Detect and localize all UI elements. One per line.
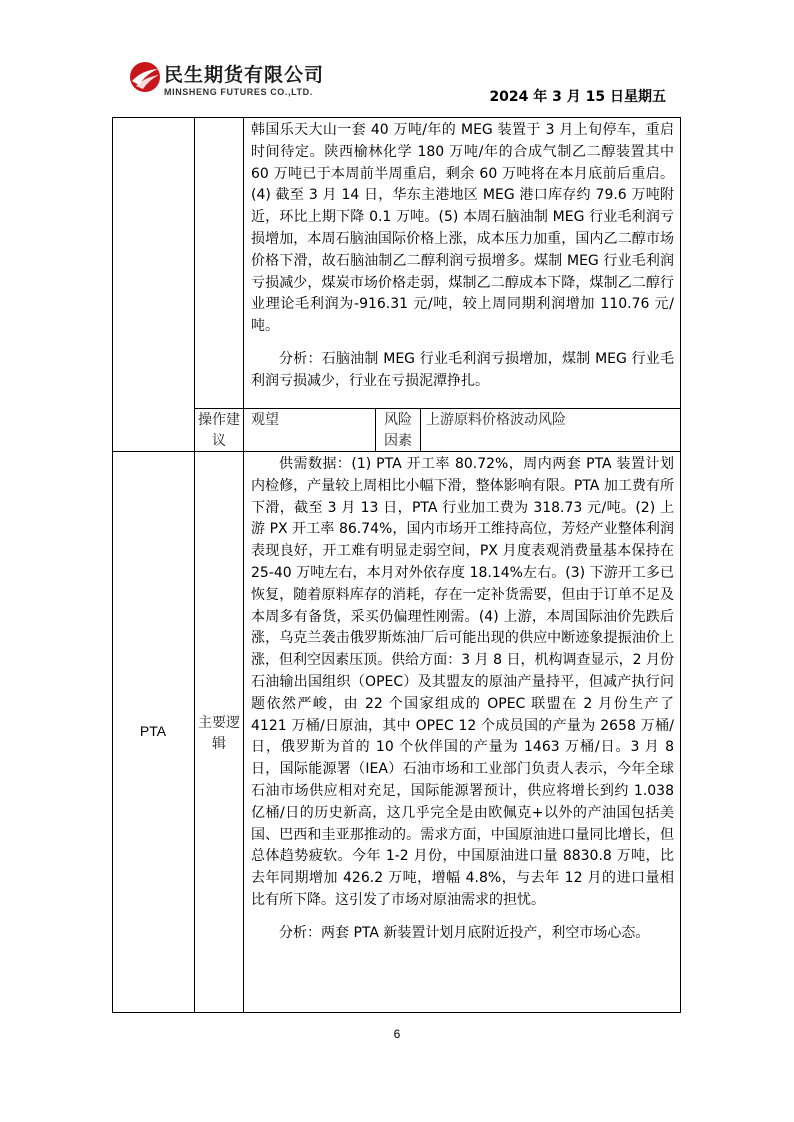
table-border-right <box>680 117 681 1013</box>
op-risk-divider <box>375 408 376 451</box>
table-border-left <box>112 117 113 1013</box>
risk-factor-label: 风险因素 <box>384 412 412 449</box>
pta-logic-text: 供需数据：(1) PTA 开工率 80.72%，周内两套 PTA 装置计划内检修，产量较上周相比小幅下滑，整体影响有限。PTA 加工费有所下滑，截至 3 月 13 日，PTA 行业加工费为 318.73 元/吨。(2) 上游 PX 开工率 86.74%，国内市场开工维持高位，芳烃产业整体利润表现良好，开工难有明显走弱空间，PX 月度表观消费量基本保持在 25-40 万吨左右，本月对外依存度 18.14%左右。(3) 下游开工多已恢复，随着原料库存的消耗，存在一定补货需要，但由于订单不足及本周多有备货，采买仍偏理性刚需。(4) 上游，本周国际油价先跌后涨，乌克兰袭击俄罗斯炼油厂后可能出现的供应中断迹象提振油价上涨，但利空因素压顶。供给方面：3 月 8 日，机构调查显示，2 月份石油输出国组织（OPEC）及其盟友的原油产量持平，但减产执行问题依然严峻，由 22 个国家组成的 OPEC 联盟在 2 月份生产了 4121 万桶/日原油，其中 OPEC 12 个成员国的产量为 2658 万桶/日，俄罗斯为首的 10 个伙伴国的产量为 1463 万桶/日。3 月 8 日，国际能源署（IEA）石油市场和工业部门负责人表示，今年全球石油市场供应相对充足，国际能源署预计，供应将增长到约 1.038 亿桶/日的历史新高，这几乎完全是由欧佩克+以外的产油国包括美国、巴西和圭亚那推动的。需求方面，中国原油进口量同比增长，但总体趋势疲软。今年 1-2 月份，中国原油进口量 8830.8 万吨，比去年同期增加 426.2 万吨，增幅 4.8%，与去年 12 月的进口量相比有所下降。这引发了市场对原油需求的担忧。 <box>251 456 674 908</box>
page-number: 6 <box>393 1027 401 1041</box>
pta-analysis: 分析：两套 PTA 新装置计划月底附近投产，利空市场心态。 <box>279 924 650 941</box>
company-logo <box>128 60 368 100</box>
meg-logic-cell <box>251 120 674 393</box>
pta-logic-cell <box>251 454 674 945</box>
risk-factor-value: 上游原料价格波动风险 <box>426 412 566 428</box>
risk-label-divider <box>420 408 421 451</box>
table-border-bottom <box>112 1012 681 1013</box>
main-logic-label: 主要逻辑 <box>198 715 240 752</box>
op-suggestion-label: 操作建议 <box>198 412 240 449</box>
company-name-cn: 民生期货有限公司 <box>164 64 325 86</box>
meg-row-divider <box>194 408 681 409</box>
meg-analysis: 分析：石脑油制 MEG 行业毛利润亏损增加，煤制 MEG 行业毛利润亏损减少，行业在亏损泥潭挣扎。 <box>251 350 674 389</box>
column-divider-1 <box>194 117 195 1013</box>
table-border-top <box>112 117 681 118</box>
product-name-pta: PTA <box>139 723 167 739</box>
minsheng-logo-icon <box>128 60 162 94</box>
meg-continued-text: 韩国乐天大山一套 40 万吨/年的 MEG 装置于 3 月上旬停车，重启时间待定。陕西榆林化学 180 万吨/年的合成气制乙二醇装置其中 60 万吨已于本周前半周重启，剩余 60 万吨将在本月底前后重启。(4) 截至 3 月 14 日，华东主港地区 MEG 港口库存约 79.6 万吨附近，环比上期下降 0.1 万吨。(5) 本周石脑油制 MEG 行业毛利润亏损增加，本周石脑油国际价格上涨，成本压力加重，国内乙二醇市场价格下滑，故石脑油制乙二醇利润亏损增多。煤制 MEG 行业毛利润亏损减少，煤炭市场价格走弱，煤制乙二醇成本下降，煤制乙二醇行业理论毛利润为-916.31 元/吨，较上周同期利润增加 110.76 元/吨。 <box>251 122 674 335</box>
research-table <box>112 117 681 1013</box>
op-suggestion-value: 观望 <box>251 412 279 428</box>
column-divider-2 <box>243 117 244 1013</box>
company-name-en: MINSHENG FUTURES CO.,LTD. <box>164 87 313 97</box>
report-date: 2024 年 3 月 15 日星期五 <box>489 89 666 105</box>
